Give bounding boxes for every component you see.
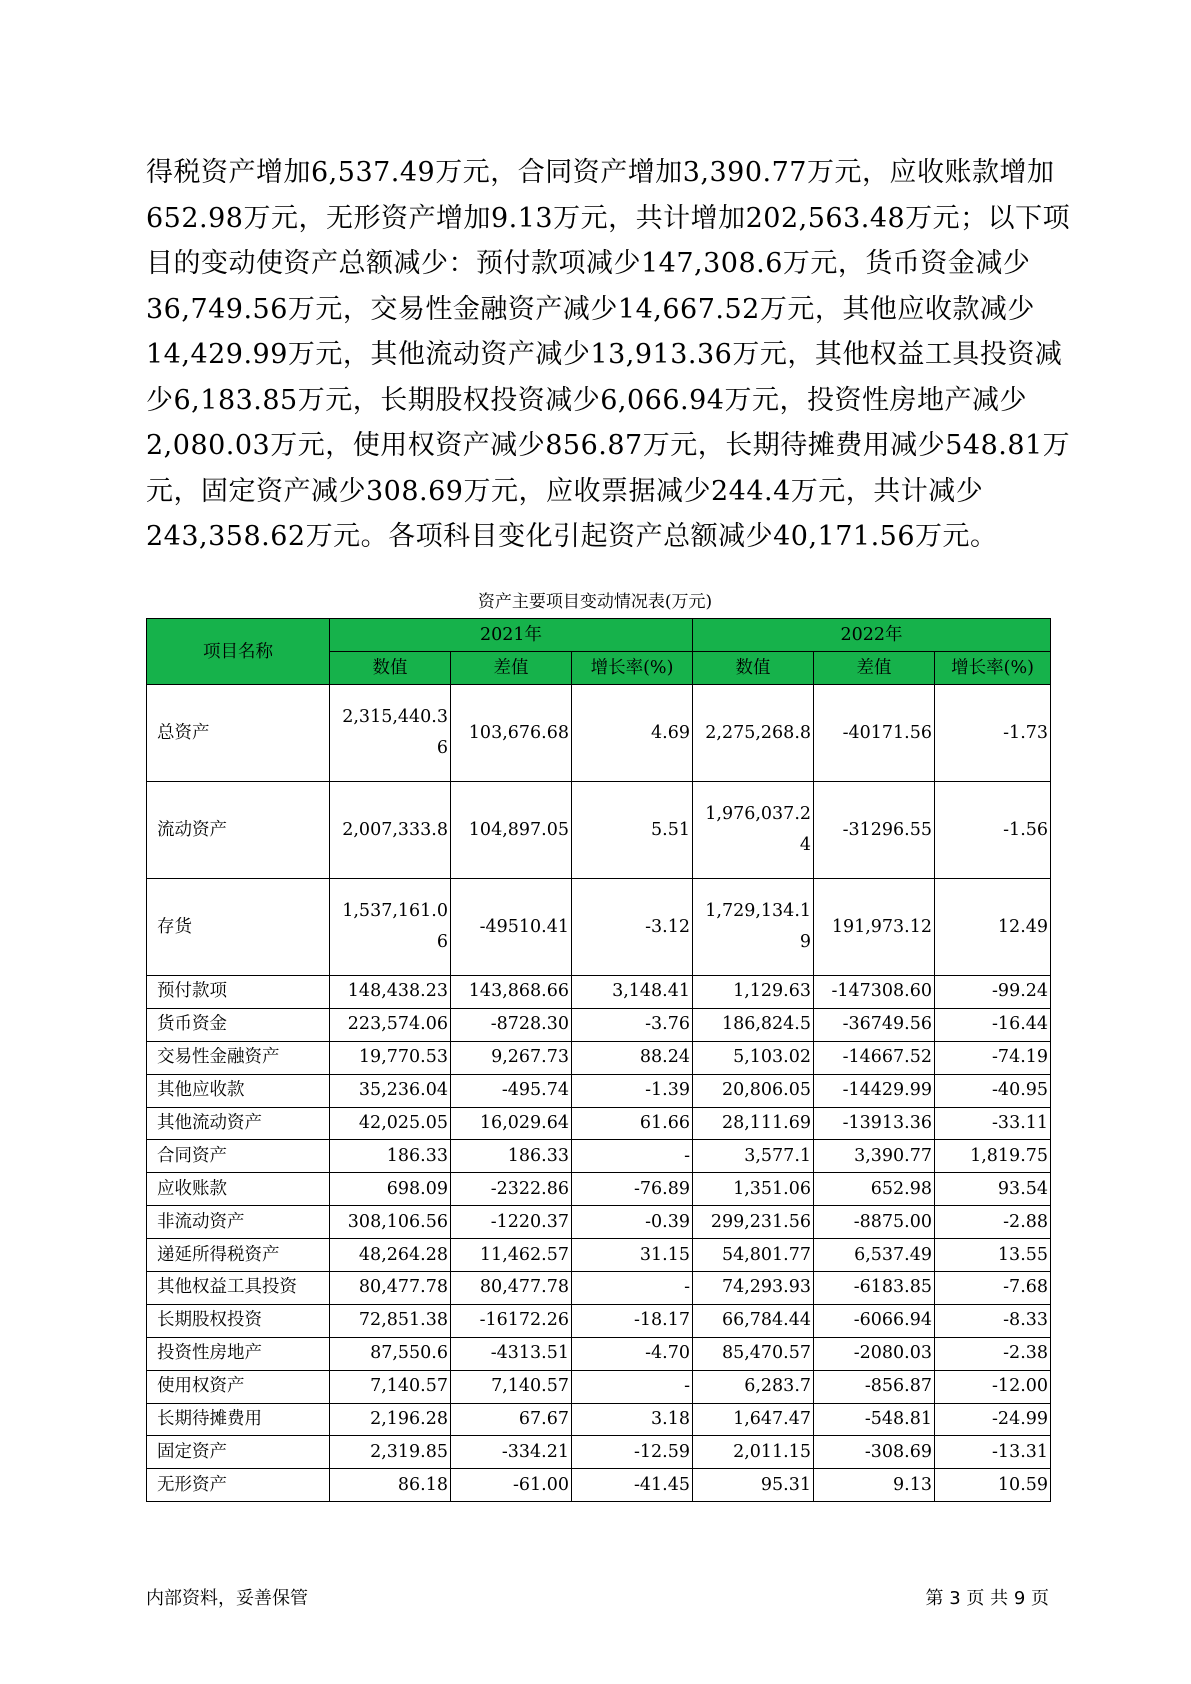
cell-growth-2021: - xyxy=(572,1272,693,1305)
row-item-name: 应收账款 xyxy=(147,1173,330,1206)
table-row xyxy=(147,1272,1051,1305)
cell-text: 5.51 xyxy=(651,819,691,840)
cell-value-2021: 72,851.38 xyxy=(330,1304,451,1337)
row-item-name: 预付款项 xyxy=(147,976,330,1009)
cell-text: 2,275,268.8 xyxy=(705,722,812,743)
cell-diff-2022: -2080.03 xyxy=(814,1337,935,1370)
cell-value-2021: 7,140.57 xyxy=(330,1370,451,1403)
table-row xyxy=(147,1107,1051,1140)
cell-diff-2021 xyxy=(451,879,572,976)
cell-value-2022 xyxy=(693,879,814,976)
table-row xyxy=(147,1008,1051,1041)
cell-diff-2022: -308.69 xyxy=(814,1436,935,1469)
cell-diff-2021: 143,868.66 xyxy=(451,976,572,1009)
row-item-name: 存货 xyxy=(147,879,330,976)
table-row xyxy=(147,1304,1051,1337)
header-diff: 差值 xyxy=(451,652,572,685)
table-row xyxy=(147,1337,1051,1370)
cell-diff-2022: -6183.85 xyxy=(814,1272,935,1305)
cell-growth-2022: -12.00 xyxy=(935,1370,1051,1403)
row-item-name: 使用权资产 xyxy=(147,1370,330,1403)
cell-text: -3.12 xyxy=(645,916,691,937)
cell-text: 4.69 xyxy=(651,722,691,743)
cell-diff-2021: -495.74 xyxy=(451,1074,572,1107)
row-item-name: 长期股权投资 xyxy=(147,1304,330,1337)
cell-text: -40171.56 xyxy=(842,722,933,743)
cell-value-2021: 19,770.53 xyxy=(330,1041,451,1074)
cell-growth-2022 xyxy=(935,782,1051,879)
cell-growth-2021: 3,148.41 xyxy=(572,976,693,1009)
cell-text: 1,729,134.19 xyxy=(705,901,812,952)
cell-growth-2021: -4.70 xyxy=(572,1337,693,1370)
cell-growth-2022: -8.33 xyxy=(935,1304,1051,1337)
cell-growth-2021: -41.45 xyxy=(572,1469,693,1502)
cell-diff-2021: -2322.86 xyxy=(451,1173,572,1206)
cell-value-2022: 1,647.47 xyxy=(693,1403,814,1436)
asset-change-table xyxy=(146,618,1051,1502)
cell-value-2021: 308,106.56 xyxy=(330,1206,451,1239)
body-paragraph xyxy=(146,150,1071,560)
cell-growth-2021 xyxy=(572,879,693,976)
cell-growth-2021 xyxy=(572,782,693,879)
paragraph-line: 14,429.99万元，其他流动资产减少13,913.36万元，其他权益工具投资减 xyxy=(146,339,1063,370)
cell-diff-2022: -14429.99 xyxy=(814,1074,935,1107)
row-item-name: 无形资产 xyxy=(147,1469,330,1502)
cell-value-2022: 54,801.77 xyxy=(693,1239,814,1272)
header-growth: 增长率(%) xyxy=(572,652,693,685)
cell-growth-2022: 10.59 xyxy=(935,1469,1051,1502)
header-item-name: 项目名称 xyxy=(147,619,330,685)
cell-value-2022: 28,111.69 xyxy=(693,1107,814,1140)
cell-value-2021: 80,477.78 xyxy=(330,1272,451,1305)
cell-diff-2021: 186.33 xyxy=(451,1140,572,1173)
cell-diff-2021: -4313.51 xyxy=(451,1337,572,1370)
cell-growth-2022: -40.95 xyxy=(935,1074,1051,1107)
cell-diff-2021: -8728.30 xyxy=(451,1008,572,1041)
table-row xyxy=(147,782,1051,879)
cell-growth-2022: -2.38 xyxy=(935,1337,1051,1370)
cell-growth-2022: 13.55 xyxy=(935,1239,1051,1272)
cell-value-2021: 148,438.23 xyxy=(330,976,451,1009)
cell-diff-2021: -61.00 xyxy=(451,1469,572,1502)
cell-diff-2022: 652.98 xyxy=(814,1173,935,1206)
header-value: 数值 xyxy=(693,652,814,685)
table-row xyxy=(147,1370,1051,1403)
cell-text: 12.49 xyxy=(997,916,1049,937)
cell-text: 104,897.05 xyxy=(468,819,569,840)
cell-diff-2021: -1220.37 xyxy=(451,1206,572,1239)
cell-diff-2021 xyxy=(451,685,572,782)
cell-text: 103,676.68 xyxy=(468,722,569,743)
table-row xyxy=(147,1239,1051,1272)
paragraph-line: 元，固定资产减少308.69万元，应收票据减少244.4万元，共计减少 xyxy=(146,475,984,507)
header-value: 数值 xyxy=(330,652,451,685)
cell-text: -31296.55 xyxy=(842,819,933,840)
cell-diff-2022: 6,537.49 xyxy=(814,1239,935,1272)
cell-value-2022 xyxy=(693,685,814,782)
cell-diff-2022: -6066.94 xyxy=(814,1304,935,1337)
paragraph-line: 少6,183.85万元，长期股权投资减少6,066.94万元，投资性房地产减少 xyxy=(146,384,1027,416)
paragraph-line: 目的变动使资产总额减少：预付款项减少147,308.6万元，货币资金减少 xyxy=(146,248,1031,279)
cell-growth-2021: -3.76 xyxy=(572,1008,693,1041)
cell-value-2021: 86.18 xyxy=(330,1469,451,1502)
table-row xyxy=(147,1469,1051,1502)
cell-diff-2022: -856.87 xyxy=(814,1370,935,1403)
header-growth: 增长率(%) xyxy=(935,652,1051,685)
cell-diff-2022: 3,390.77 xyxy=(814,1140,935,1173)
cell-growth-2022: -7.68 xyxy=(935,1272,1051,1305)
cell-value-2022: 3,577.1 xyxy=(693,1140,814,1173)
row-item-name: 流动资产 xyxy=(147,782,330,879)
row-item-name: 货币资金 xyxy=(147,1008,330,1041)
cell-growth-2021: -1.39 xyxy=(572,1074,693,1107)
cell-text: -49510.41 xyxy=(479,916,569,937)
table-row xyxy=(147,976,1051,1009)
cell-diff-2022: -8875.00 xyxy=(814,1206,935,1239)
cell-value-2022: 74,293.93 xyxy=(693,1272,814,1305)
cell-growth-2021: - xyxy=(572,1140,693,1173)
cell-text: 2,315,440.36 xyxy=(342,707,448,758)
cell-value-2021 xyxy=(330,879,451,976)
cell-text: 191,973.12 xyxy=(831,916,933,937)
cell-diff-2022: -36749.56 xyxy=(814,1008,935,1041)
table-row xyxy=(147,685,1051,782)
cell-diff-2021: 16,029.64 xyxy=(451,1107,572,1140)
cell-growth-2022: -74.19 xyxy=(935,1041,1051,1074)
table-body xyxy=(147,685,1051,1502)
cell-growth-2021 xyxy=(572,685,693,782)
cell-growth-2021: - xyxy=(572,1370,693,1403)
cell-value-2022: 85,470.57 xyxy=(693,1337,814,1370)
cell-growth-2022: 1,819.75 xyxy=(935,1140,1051,1173)
cell-growth-2022: 93.54 xyxy=(935,1173,1051,1206)
table-title: 资产主要项目变动情况表(万元) xyxy=(477,592,713,612)
cell-value-2022: 1,351.06 xyxy=(693,1173,814,1206)
cell-value-2022: 6,283.7 xyxy=(693,1370,814,1403)
cell-growth-2021: -12.59 xyxy=(572,1436,693,1469)
cell-diff-2022: -14667.52 xyxy=(814,1041,935,1074)
cell-value-2021: 2,319.85 xyxy=(330,1436,451,1469)
cell-growth-2022: -99.24 xyxy=(935,976,1051,1009)
paragraph-line: 得税资产增加6,537.49万元，合同资产增加3,390.77万元，应收账款增加 xyxy=(146,157,1055,188)
cell-value-2021: 35,236.04 xyxy=(330,1074,451,1107)
row-item-name: 其他流动资产 xyxy=(147,1107,330,1140)
table-row xyxy=(147,879,1051,976)
cell-value-2022: 95.31 xyxy=(693,1469,814,1502)
cell-diff-2021: 11,462.57 xyxy=(451,1239,572,1272)
cell-diff-2021 xyxy=(451,782,572,879)
cell-value-2021: 186.33 xyxy=(330,1140,451,1173)
header-year-2021: 2021年 xyxy=(330,619,693,652)
cell-value-2021: 48,264.28 xyxy=(330,1239,451,1272)
cell-diff-2021: -16172.26 xyxy=(451,1304,572,1337)
cell-growth-2022: -16.44 xyxy=(935,1008,1051,1041)
row-item-name: 投资性房地产 xyxy=(147,1337,330,1370)
cell-diff-2021: -334.21 xyxy=(451,1436,572,1469)
row-item-name: 交易性金融资产 xyxy=(147,1041,330,1074)
table-row xyxy=(147,1140,1051,1173)
cell-value-2021: 42,025.05 xyxy=(330,1107,451,1140)
header-diff: 差值 xyxy=(814,652,935,685)
row-item-name: 其他权益工具投资 xyxy=(147,1272,330,1305)
cell-growth-2021: -18.17 xyxy=(572,1304,693,1337)
cell-value-2022: 186,824.5 xyxy=(693,1008,814,1041)
table-row xyxy=(147,1206,1051,1239)
cell-text: 1,537,161.06 xyxy=(342,901,448,952)
cell-value-2022: 2,011.15 xyxy=(693,1436,814,1469)
cell-growth-2021: 31.15 xyxy=(572,1239,693,1272)
cell-value-2022: 5,103.02 xyxy=(693,1041,814,1074)
paragraph-line: 652.98万元，无形资产增加9.13万元，共计增加202,563.48万元；以下项 xyxy=(146,202,1071,234)
cell-text: 2,007,333.8 xyxy=(342,819,448,840)
table-row xyxy=(147,1173,1051,1206)
table-row xyxy=(147,1436,1051,1469)
table-row xyxy=(147,1041,1051,1074)
table-header xyxy=(147,619,1051,685)
cell-diff-2021: 7,140.57 xyxy=(451,1370,572,1403)
cell-growth-2022 xyxy=(935,879,1051,976)
cell-diff-2022: -13913.36 xyxy=(814,1107,935,1140)
cell-growth-2022: -33.11 xyxy=(935,1107,1051,1140)
cell-growth-2022 xyxy=(935,685,1051,782)
row-item-name: 固定资产 xyxy=(147,1436,330,1469)
cell-value-2021: 223,574.06 xyxy=(330,1008,451,1041)
cell-diff-2021: 80,477.78 xyxy=(451,1272,572,1305)
cell-diff-2022: -548.81 xyxy=(814,1403,935,1436)
cell-diff-2022 xyxy=(814,879,935,976)
row-item-name: 总资产 xyxy=(147,685,330,782)
cell-growth-2021: 3.18 xyxy=(572,1403,693,1436)
cell-diff-2022 xyxy=(814,685,935,782)
footer-confidential-note: 内部资料，妥善保管 xyxy=(146,1588,308,1609)
cell-value-2021: 2,196.28 xyxy=(330,1403,451,1436)
cell-diff-2021: 67.67 xyxy=(451,1403,572,1436)
cell-text: 1,976,037.24 xyxy=(705,804,812,855)
cell-text: -1.73 xyxy=(1003,722,1049,743)
cell-value-2021: 87,550.6 xyxy=(330,1337,451,1370)
cell-diff-2022 xyxy=(814,782,935,879)
cell-growth-2021: -0.39 xyxy=(572,1206,693,1239)
row-item-name: 非流动资产 xyxy=(147,1206,330,1239)
cell-value-2022: 299,231.56 xyxy=(693,1206,814,1239)
footer-page-number: 第 3 页 共 9 页 xyxy=(925,1588,1049,1609)
cell-diff-2022: 9.13 xyxy=(814,1469,935,1502)
cell-text: -1.56 xyxy=(1003,819,1049,840)
row-item-name: 其他应收款 xyxy=(147,1074,330,1107)
cell-value-2021 xyxy=(330,685,451,782)
cell-diff-2022: -147308.60 xyxy=(814,976,935,1009)
paragraph-line: 243,358.62万元。各项科目变化引起资产总额减少40,171.56万元。 xyxy=(146,521,998,552)
cell-diff-2021: 9,267.73 xyxy=(451,1041,572,1074)
cell-value-2022: 1,129.63 xyxy=(693,976,814,1009)
cell-value-2022: 20,806.05 xyxy=(693,1074,814,1107)
table-row xyxy=(147,1074,1051,1107)
row-item-name: 合同资产 xyxy=(147,1140,330,1173)
cell-value-2022 xyxy=(693,782,814,879)
cell-growth-2022: -2.88 xyxy=(935,1206,1051,1239)
table-row xyxy=(147,1403,1051,1436)
header-year-2022: 2022年 xyxy=(693,619,1051,652)
paragraph-line: 2,080.03万元，使用权资产减少856.87万元，长期待摊费用减少548.81万 xyxy=(146,430,1071,461)
cell-growth-2021: 61.66 xyxy=(572,1107,693,1140)
cell-growth-2021: -76.89 xyxy=(572,1173,693,1206)
paragraph-line: 36,749.56万元，交易性金融资产减少14,667.52万元，其他应收款减少 xyxy=(146,293,1035,325)
cell-value-2022: 66,784.44 xyxy=(693,1304,814,1337)
row-item-name: 递延所得税资产 xyxy=(147,1239,330,1272)
cell-value-2021: 698.09 xyxy=(330,1173,451,1206)
cell-growth-2022: -13.31 xyxy=(935,1436,1051,1469)
row-item-name: 长期待摊费用 xyxy=(147,1403,330,1436)
cell-growth-2021: 88.24 xyxy=(572,1041,693,1074)
cell-growth-2022: -24.99 xyxy=(935,1403,1051,1436)
cell-value-2021 xyxy=(330,782,451,879)
